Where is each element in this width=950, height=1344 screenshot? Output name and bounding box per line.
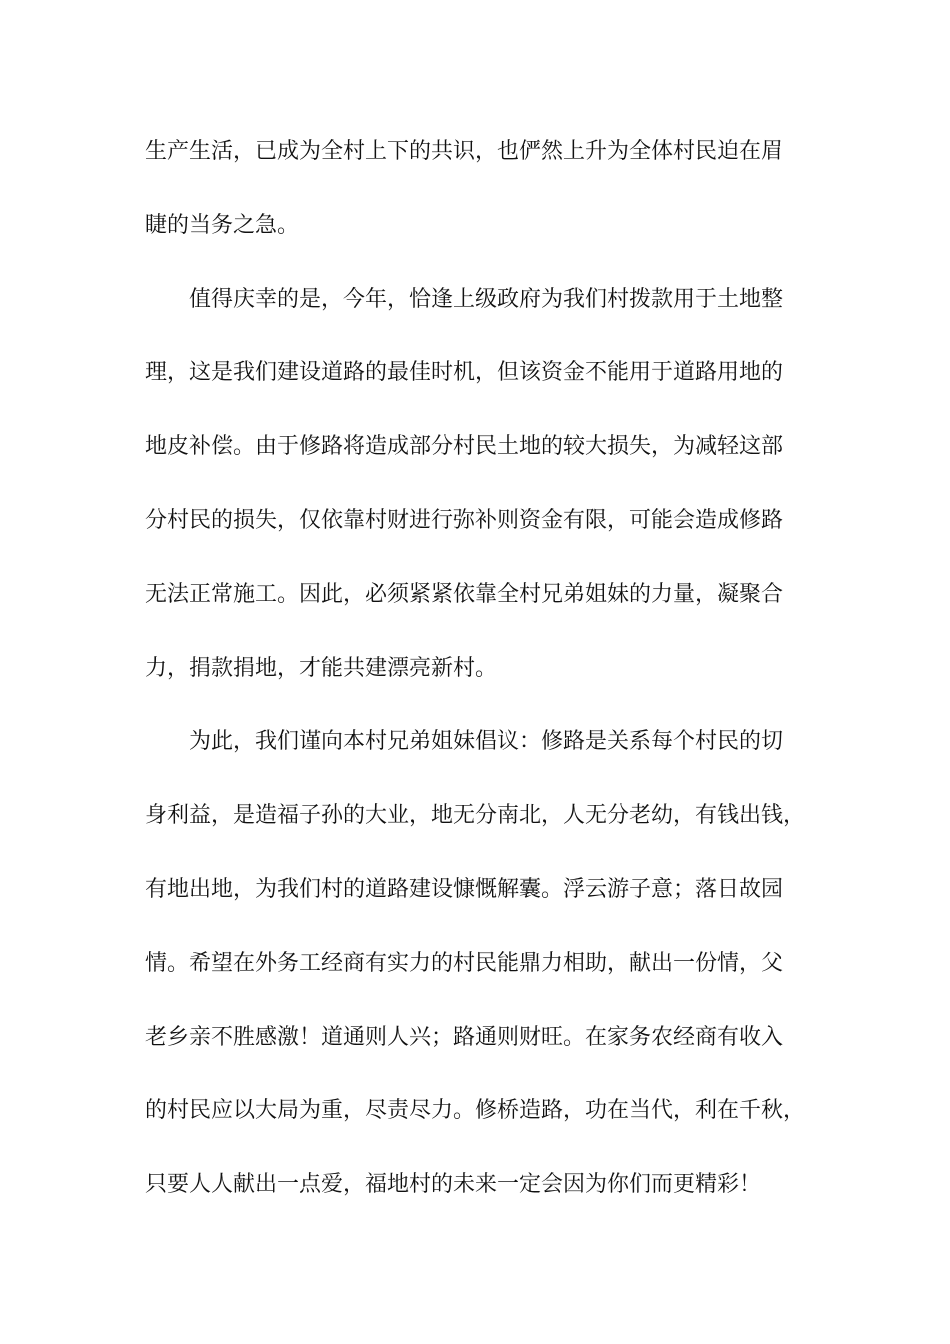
paragraph-start-line: 为此，我们谨向本村兄弟姐妹倡议：修路是关系每个村民的切	[189, 729, 784, 755]
text-line: 无法正常施工。因此，必须紧紧依靠全村兄弟姐妹的力量，凝聚合	[145, 581, 784, 607]
text-line: 理，这是我们建设道路的最佳时机，但该资金不能用于道路用地的	[145, 360, 784, 386]
text-line: 力，捐款捐地，才能共建漂亮新村。	[145, 655, 498, 681]
text-line: 的村民应以大局为重，尽责尽力。修桥造路，功在当代，利在千秋，	[145, 1098, 806, 1124]
text-line: 只要人人献出一点爱，福地村的未来一定会因为你们而更精彩！	[145, 1172, 762, 1198]
text-line: 情。希望在外务工经商有实力的村民能鼎力相助，献出一份情，父	[145, 950, 784, 976]
text-line: 睫的当务之急。	[145, 212, 300, 238]
text-line: 分村民的损失，仅依靠村财进行弥补则资金有限，可能会造成修路	[145, 507, 784, 533]
text-line: 地皮补偿。由于修路将造成部分村民土地的较大损失，为减轻这部	[145, 434, 784, 460]
text-line: 生产生活，已成为全村上下的共识，也俨然上升为全体村民迫在眉	[145, 139, 784, 164]
text-line: 有地出地，为我们村的道路建设慷慨解囊。浮云游子意；落日故园	[145, 876, 784, 902]
text-line: 老乡亲不胜感激！道通则人兴；路通则财旺。在家务农经商有收入	[145, 1024, 784, 1050]
document-body	[145, 128, 825, 1235]
paragraph-start-line: 值得庆幸的是，今年，恰逢上级政府为我们村拨款用于土地整	[189, 286, 784, 312]
text-line: 身利益，是造福子孙的大业，地无分南北，人无分老幼，有钱出钱，	[145, 803, 806, 829]
